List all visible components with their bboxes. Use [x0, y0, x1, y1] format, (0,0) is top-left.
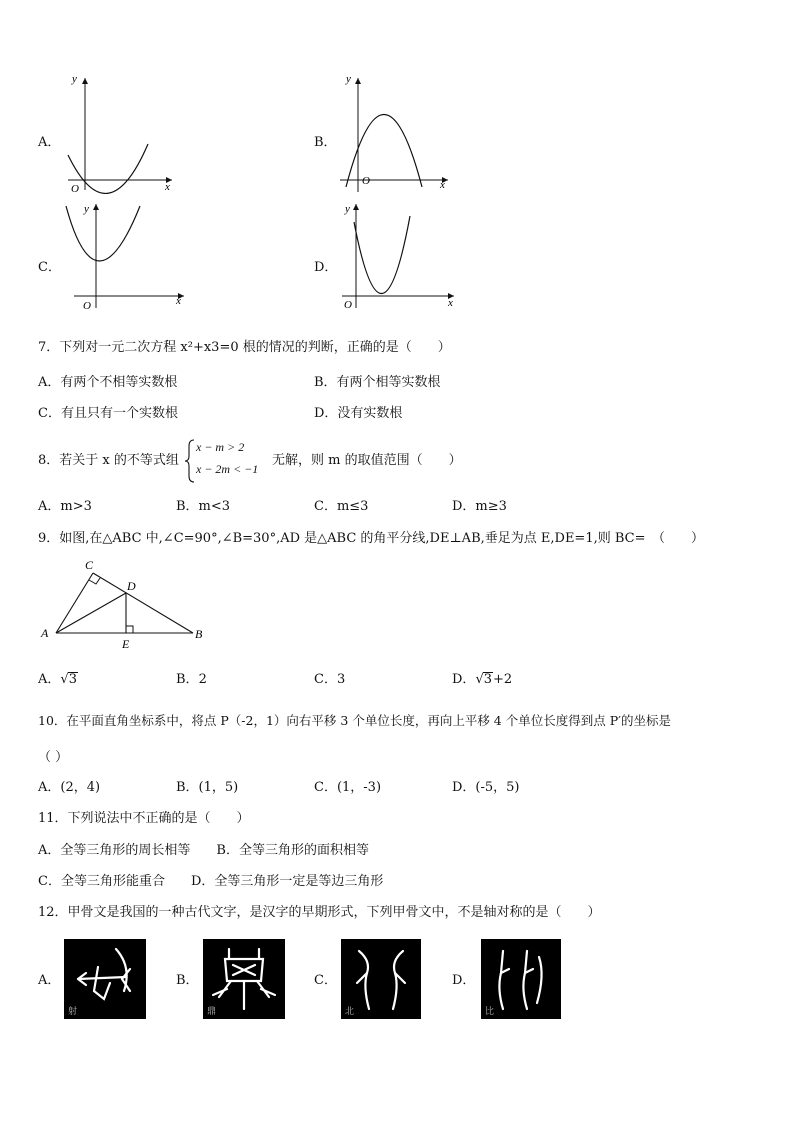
q6-graph-d [336, 198, 460, 314]
q12-option-c-key: C． [314, 973, 337, 988]
q7-option-b: B．有两个相等实数根 [314, 375, 441, 390]
q8-stem-after: 无解，则 m 的取值范围（ ） [272, 453, 462, 468]
q12-caption-a: 射 [68, 1007, 78, 1017]
q12-oracle-image-d [481, 939, 561, 1019]
q6-graph-a [60, 72, 180, 194]
q11-options-line-2: C．全等三角形能重合 D．全等三角形一定是等边三角形 [38, 874, 384, 889]
q8-option-b: B．m<3 [176, 499, 231, 514]
q7-stem: 7．下列对一元二次方程 x²+x3=0 根的情况的判断，正确的是（ ） [38, 340, 451, 355]
q6-a-x-label: x [165, 181, 170, 193]
q9-option-b [176, 672, 207, 688]
q9-label-e: E [122, 637, 130, 651]
q10-option-c: C．(1，-3) [314, 780, 382, 795]
q9-option-b-text: 2 [198, 672, 207, 687]
q9-option-a [38, 672, 78, 688]
q6-option-b-key: B． [314, 135, 337, 150]
q6-b-origin-label: O [362, 175, 370, 187]
q9-option-d [452, 672, 512, 688]
q6-c-x-label: x [176, 295, 181, 307]
q9-option-a-radicand: 3 [68, 672, 77, 687]
q8-inequality-2: x − 2m < −1 [196, 462, 259, 476]
q9-option-a-key: A． [38, 672, 61, 687]
q9-option-b-key: B． [176, 672, 199, 687]
q9-option-d-key: D． [452, 672, 476, 687]
q9-label-b: B [195, 627, 203, 641]
q10-option-b: B．(1，5) [176, 780, 239, 795]
q6-graph-c [60, 198, 190, 314]
q6-option-d-key: D． [314, 260, 338, 275]
q9-option-c [314, 672, 345, 688]
q12-oracle-image-a [64, 939, 146, 1019]
q12-option-b-key: B． [176, 973, 199, 988]
q11-options-line-1: A．全等三角形的周长相等 B．全等三角形的面积相等 [38, 843, 369, 858]
q9-label-c: C [85, 558, 94, 572]
q7-option-c: C．有且只有一个实数根 [38, 406, 178, 421]
q10-stem-continued: （ ） [38, 750, 69, 765]
q7-option-a: A．有两个不相等实数根 [38, 375, 178, 390]
q9-option-c-text: 3 [336, 672, 346, 687]
q12-caption-b: 鼎 [207, 1007, 217, 1017]
q6-d-x-label: x [448, 297, 453, 309]
q12-caption-c: 北 [345, 1007, 355, 1017]
q9-option-d-suffix: +2 [493, 672, 513, 687]
q10-stem: 10．在平面直角坐标系中，将点 P（-2，1）向右平移 3 个单位长度，再向上平移 4 个单位长度得到点 P′的坐标是 [38, 713, 671, 728]
q7-option-d: D．没有实数根 [314, 406, 403, 421]
radical-sign-icon: √ [475, 672, 484, 687]
q9-label-d: D [127, 579, 136, 593]
q6-option-c-key: C． [38, 260, 61, 275]
q6-a-origin-label: O [71, 183, 79, 194]
q12-option-d-key: D． [452, 973, 476, 988]
q12-option-a-key: A． [38, 973, 61, 988]
radical-sign-icon: √ [60, 672, 69, 687]
q6-d-origin-label: O [344, 299, 352, 311]
q9-option-d-radicand: 3 [483, 672, 493, 687]
q6-c-origin-label: O [83, 300, 91, 312]
q6-option-a-key: A． [38, 135, 61, 150]
q10-option-a: A．(2，4) [38, 780, 101, 795]
q9-label-a: A [41, 626, 49, 640]
q8-option-c: C．m≤3 [314, 499, 369, 514]
q6-c-y-label: y [84, 203, 89, 215]
q11-stem: 11．下列说法中不正确的是（ ） [38, 811, 250, 826]
q9-stem: 9．如图,在△ABC 中,∠C=90°,∠B=30°,AD 是△ABC 的角平分线,DE⊥AB,垂足为点 E,DE=1,则 BC= （ ） [38, 531, 704, 546]
q8-brace [184, 438, 196, 484]
q8-inequality-1: x − m > 2 [196, 440, 245, 454]
q12-stem: 12．甲骨文是我国的一种古代文字，是汉字的早期形式，下列甲骨文中，不是轴对称的是（ ） [38, 905, 601, 920]
q12-oracle-image-c [341, 939, 421, 1019]
q8-stem-before: 8．若关于 x 的不等式组 [38, 453, 179, 468]
q8-option-a: A．m>3 [38, 499, 92, 514]
q8-option-d: D．m≥3 [452, 499, 507, 514]
q9-triangle-figure [36, 555, 216, 651]
q6-d-y-label: y [345, 203, 350, 215]
q6-b-y-label: y [346, 73, 351, 85]
q12-caption-d: 比 [485, 1007, 495, 1017]
q6-b-x-label: x [440, 179, 445, 191]
q12-oracle-image-b [203, 939, 285, 1019]
q9-option-c-key: C． [314, 672, 337, 687]
q10-option-d: D．(-5，5) [452, 780, 520, 795]
q6-graph-b [336, 72, 456, 194]
q6-a-y-label: y [72, 73, 77, 85]
